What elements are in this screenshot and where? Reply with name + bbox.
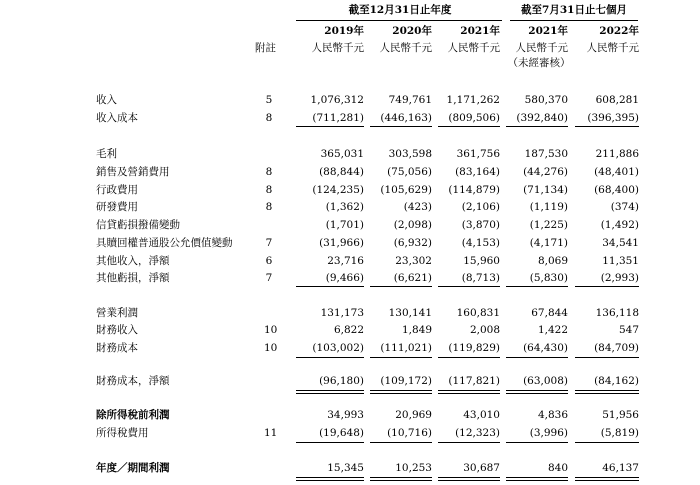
row-value: (374) xyxy=(610,201,639,213)
row-value: (44,276) xyxy=(523,166,568,178)
row-note: 8 xyxy=(265,201,273,213)
header-year: 2021年 xyxy=(528,25,568,37)
header-unit: 人民幣千元 xyxy=(515,42,568,54)
row-value: (6,932) xyxy=(393,237,432,249)
row-value: (423) xyxy=(403,201,432,213)
header-note-column: 附註 xyxy=(255,42,276,54)
row-label: 行政費用 xyxy=(96,184,138,196)
row-value: (124,235) xyxy=(312,184,364,196)
row-value: (96,180) xyxy=(319,375,364,387)
row-value: (63,008) xyxy=(523,375,568,387)
row-value: (48,401) xyxy=(594,166,639,178)
row-value: 580,370 xyxy=(524,94,568,106)
header-group-seven-months: 截至7月31日止七個月 xyxy=(521,4,627,16)
row-value: (111,021) xyxy=(380,342,432,354)
subtotal-rule xyxy=(506,442,568,443)
row-value: (114,879) xyxy=(448,184,500,196)
row-value: (10,716) xyxy=(387,427,432,439)
subtotal-rule xyxy=(370,286,432,287)
row-value: (1,362) xyxy=(325,201,364,213)
row-value: 23,716 xyxy=(327,255,364,267)
row-value: (19,648) xyxy=(319,427,364,439)
row-label: 營業利潤 xyxy=(96,307,138,319)
row-value: 15,345 xyxy=(327,462,364,474)
row-value: 131,173 xyxy=(320,307,364,319)
header-unit: 人民幣千元 xyxy=(447,42,500,54)
row-value: (9,466) xyxy=(325,272,364,284)
subtotal-rule xyxy=(296,126,364,127)
row-value: 15,960 xyxy=(463,255,500,267)
subtotal-rule xyxy=(370,442,432,443)
header-year: 2021年 xyxy=(460,25,500,37)
total-rule xyxy=(506,480,568,481)
row-value: 20,969 xyxy=(395,409,432,421)
total-rule xyxy=(438,477,500,478)
row-value: (4,171) xyxy=(529,237,568,249)
row-note: 10 xyxy=(264,342,278,354)
row-value: 51,956 xyxy=(602,409,639,421)
row-value: 136,118 xyxy=(595,307,639,319)
row-label: 財務成本 xyxy=(96,342,138,354)
row-value: (105,629) xyxy=(380,184,432,196)
header-year: 2019年 xyxy=(324,25,364,37)
total-rule xyxy=(506,393,568,394)
total-rule xyxy=(575,393,639,394)
row-value: (809,506) xyxy=(448,112,500,124)
total-rule xyxy=(370,480,432,481)
row-value: 34,993 xyxy=(327,409,364,421)
row-label: 財務收入 xyxy=(96,324,138,336)
header-unit: 人民幣千元 xyxy=(379,42,432,54)
row-value: 46,137 xyxy=(602,462,639,474)
subtotal-rule xyxy=(296,442,364,443)
total-rule xyxy=(296,477,364,478)
row-value: 30,687 xyxy=(463,462,500,474)
row-value: 547 xyxy=(618,324,639,336)
row-value: (3,870) xyxy=(461,219,500,231)
subtotal-rule xyxy=(370,126,432,127)
row-value: (103,002) xyxy=(312,342,364,354)
total-rule xyxy=(296,393,364,394)
subtotal-rule xyxy=(438,126,500,127)
subtotal-rule xyxy=(296,286,364,287)
row-value: 43,010 xyxy=(463,409,500,421)
row-value: 303,598 xyxy=(388,148,432,160)
row-note: 5 xyxy=(265,94,273,106)
row-value: (12,323) xyxy=(455,427,500,439)
subtotal-rule xyxy=(575,442,639,443)
row-label: 財務成本，淨額 xyxy=(96,375,170,387)
row-label: 其他虧損，淨額 xyxy=(96,272,170,284)
row-label: 除所得稅前利潤 xyxy=(96,409,170,421)
row-value: (1,492) xyxy=(600,219,639,231)
row-value: (6,621) xyxy=(393,272,432,284)
total-rule xyxy=(575,480,639,481)
row-value: 2,008 xyxy=(469,324,500,336)
total-rule xyxy=(370,393,432,394)
row-value: (396,395) xyxy=(587,112,639,124)
row-value: 749,761 xyxy=(388,94,432,106)
row-value: (117,821) xyxy=(448,375,500,387)
row-value: (84,162) xyxy=(594,375,639,387)
row-label: 年度／期間利潤 xyxy=(96,462,170,474)
total-rule xyxy=(575,390,639,391)
row-value: 34,541 xyxy=(602,237,639,249)
row-value: (1,119) xyxy=(529,201,568,213)
header-group-year-end: 截至12月31日止年度 xyxy=(348,4,452,16)
subtotal-rule xyxy=(506,357,568,358)
row-label: 收入成本 xyxy=(96,112,138,124)
subtotal-rule xyxy=(438,357,500,358)
row-note: 6 xyxy=(265,255,273,267)
subtotal-rule xyxy=(575,357,639,358)
row-value: (1,225) xyxy=(529,219,568,231)
row-value: (71,134) xyxy=(523,184,568,196)
row-value: 10,253 xyxy=(395,462,432,474)
row-value: 23,302 xyxy=(395,255,432,267)
row-value: (5,830) xyxy=(529,272,568,284)
row-label: 所得稅費用 xyxy=(96,427,149,439)
row-value: 1,076,312 xyxy=(310,94,364,106)
row-value: (2,993) xyxy=(600,272,639,284)
row-note: 7 xyxy=(265,272,273,284)
row-value: (75,056) xyxy=(387,166,432,178)
row-value: (1,701) xyxy=(325,219,364,231)
row-value: (446,163) xyxy=(380,112,432,124)
total-rule xyxy=(296,480,364,481)
total-rule xyxy=(438,390,500,391)
row-value: (3,996) xyxy=(529,427,568,439)
header-year: 2020年 xyxy=(392,25,432,37)
row-value: (8,713) xyxy=(461,272,500,284)
row-value: (4,153) xyxy=(461,237,500,249)
subtotal-rule xyxy=(438,442,500,443)
header-group-rule xyxy=(296,20,502,21)
row-value: (83,164) xyxy=(455,166,500,178)
row-value: (2,106) xyxy=(461,201,500,213)
row-label: 研發費用 xyxy=(96,201,138,213)
row-value: 1,422 xyxy=(537,324,568,336)
row-value: (711,281) xyxy=(312,112,364,124)
row-value: (5,819) xyxy=(600,427,639,439)
subtotal-rule xyxy=(575,286,639,287)
subtotal-rule xyxy=(575,126,639,127)
subtotal-rule xyxy=(506,286,568,287)
row-value: 160,831 xyxy=(456,307,500,319)
row-label: 銷售及營銷費用 xyxy=(96,166,170,178)
row-value: 1,171,262 xyxy=(446,94,500,106)
subtotal-rule xyxy=(438,286,500,287)
row-value: (31,966) xyxy=(319,237,364,249)
row-value: (119,829) xyxy=(448,342,500,354)
row-value: 130,141 xyxy=(388,307,432,319)
row-note: 8 xyxy=(265,184,273,196)
row-label: 具贖回權普通股公允價值變動 xyxy=(96,237,233,249)
row-value: (84,709) xyxy=(594,342,639,354)
row-note: 7 xyxy=(265,237,273,249)
header-unit: 人民幣千元 xyxy=(311,42,364,54)
row-label: 收入 xyxy=(96,94,117,106)
row-value: 8,069 xyxy=(537,255,568,267)
header-unaudited: （未經審核） xyxy=(507,57,571,69)
total-rule xyxy=(438,480,500,481)
row-value: 365,031 xyxy=(320,148,364,160)
row-value: 4,836 xyxy=(537,409,568,421)
row-value: 1,849 xyxy=(401,324,432,336)
subtotal-rule xyxy=(506,126,568,127)
total-rule xyxy=(506,477,568,478)
row-value: 67,844 xyxy=(531,307,568,319)
row-value: (88,844) xyxy=(319,166,364,178)
row-value: 608,281 xyxy=(595,94,639,106)
row-value: (109,172) xyxy=(380,375,432,387)
row-value: 11,351 xyxy=(602,255,639,267)
total-rule xyxy=(296,390,364,391)
total-rule xyxy=(370,477,432,478)
header-unit: 人民幣千元 xyxy=(586,42,639,54)
row-value: (64,430) xyxy=(523,342,568,354)
row-value: 361,756 xyxy=(456,148,500,160)
row-value: 187,530 xyxy=(524,148,568,160)
row-value: (392,840) xyxy=(516,112,568,124)
row-label: 毛利 xyxy=(96,148,117,160)
row-note: 10 xyxy=(264,324,278,336)
row-value: (2,098) xyxy=(393,219,432,231)
row-label: 信貸虧損撥備變動 xyxy=(96,219,180,231)
header-year: 2022年 xyxy=(599,25,639,37)
row-label: 其他收入，淨額 xyxy=(96,255,170,267)
subtotal-rule xyxy=(296,357,364,358)
total-rule xyxy=(506,390,568,391)
header-group-rule xyxy=(510,20,638,21)
total-rule xyxy=(370,390,432,391)
row-note: 11 xyxy=(264,427,278,439)
row-value: 840 xyxy=(547,462,568,474)
subtotal-rule xyxy=(370,357,432,358)
total-rule xyxy=(575,477,639,478)
row-value: 6,822 xyxy=(333,324,364,336)
row-note: 8 xyxy=(265,166,273,178)
row-value: 211,886 xyxy=(595,148,639,160)
row-note: 8 xyxy=(265,112,273,124)
row-value: (68,400) xyxy=(594,184,639,196)
total-rule xyxy=(438,393,500,394)
